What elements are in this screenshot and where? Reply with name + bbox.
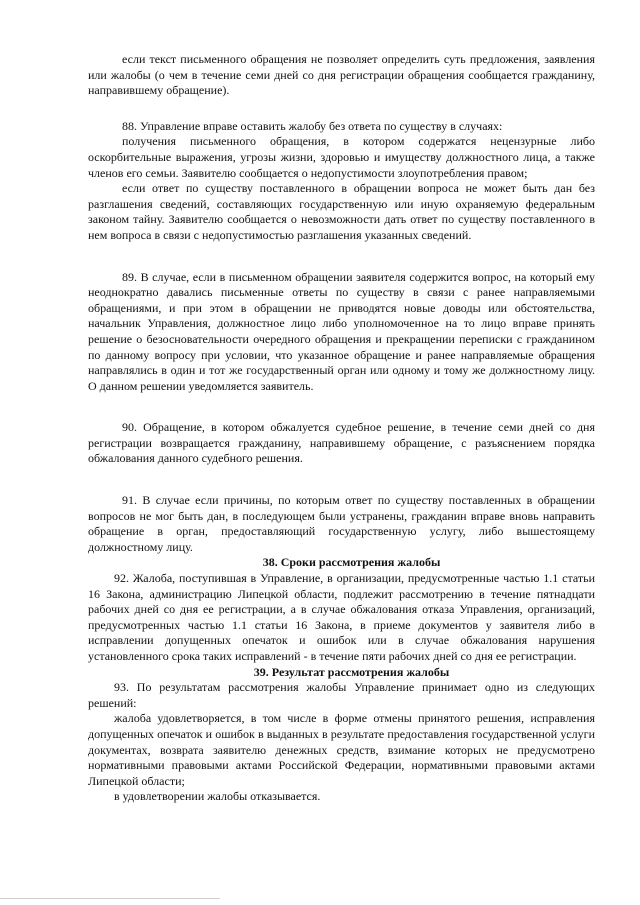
paragraph-93: 93. По результатам рассмотрения жалобы Управление принимает одно из следующих решений:	[88, 680, 595, 710]
paragraph-90: 90. Обращение, в котором обжалуется судебное решение, в течение семи дней со дня регистрации возвращается гражданину, направившему обращение, с разъяснением порядка обжалования данного судебного решения.	[88, 420, 595, 466]
paragraph-93-item-1: жалоба удовлетворяется, в том числе в форме отмены принятого решения, исправления допущенных опечаток и ошибок в выданных в результате предоставления государственной услуги документах, возврата заявителю денежных средств, взимание которых не предусмотрено нормативными правовыми актами Российской Федерации, нормативными правовыми актами Липецкой области;	[88, 711, 595, 788]
paragraph-88-item-2: если ответ по существу поставленного в обращении вопроса не может быть дан без разглашения сведений, составляющих государственную или иную охраняемую федеральным законом тайну. Заявителю сообщается о невозможности дать ответ по существу поставленного в нем вопроса в связи с недопустимостью разглашения указанных сведений.	[88, 181, 595, 242]
footer-divider	[0, 898, 220, 899]
paragraph-88: 88. Управление вправе оставить жалобу без ответа по существу в случаях:	[122, 118, 503, 133]
paragraph-92: 92. Жалоба, поступившая в Управление, в организации, предусмотренные частью 1.1 статьи 16 Закона, администрацию Липецкой области, подлежит рассмотрению в течение пятнадцати рабочих дней со дня ее регистрации, а в случае обжалования отказа Управления, организаций, предусмотренных частью 1.1 статьи 16 Закона, в приеме документов у заявителя либо в исправлении допущенных опечаток и ошибок или в случае обжалования нарушения установленного срока таких исправлений - в течение пяти рабочих дней со дня ее регистрации.	[88, 571, 595, 663]
paragraph-93-item-2: в удовлетворении жалобы отказывается.	[114, 789, 321, 804]
paragraph-88-item-1: получения письменного обращения, в котором содержатся нецензурные либо оскорбительные выражения, угрозы жизни, здоровью и имуществу должностного лица, а также членов его семьи. Заявителю сообщается о недопустимости злоупотребления правом;	[88, 134, 595, 180]
paragraph-91: 91. В случае если причины, по которым ответ по существу поставленных в обращении вопросов не мог быть дан, в последующем были устранены, гражданин вправе вновь направить обращение в орган, предоставляющий государственную услугу, либо вышестоящему должностному лицу.	[88, 493, 595, 554]
document-page	[88, 52, 595, 805]
section-heading-38: 38. Сроки рассмотрения жалобы	[262, 555, 441, 570]
paragraph-89: 89. В случае, если в письменном обращении заявителя содержится вопрос, на который ему неоднократно давались письменные ответы по существу в связи с ранее направляемыми обращениями, и при этом в обращении не приводятся новые доводы или обстоятельства, начальник Управления, должностное лицо либо уполномоченное на то лицо вправе принять решение о безосновательности очередного обращения и прекращении переписки с гражданином по данному вопросу при условии, что указанное обращение и ранее направляемые обращения направлялись в один и тот же государственный орган или одному и тому же должностному лицу. О данном решении уведомляется заявитель.	[88, 269, 595, 393]
section-heading-39: 39. Результат рассмотрения жалобы	[253, 664, 450, 679]
paragraph-intro: если текст письменного обращения не позволяет определить суть предложения, заявления или жалобы (о чем в течение семи дней со дня регистрации обращения сообщается гражданину, направившему обращение).	[88, 52, 595, 98]
